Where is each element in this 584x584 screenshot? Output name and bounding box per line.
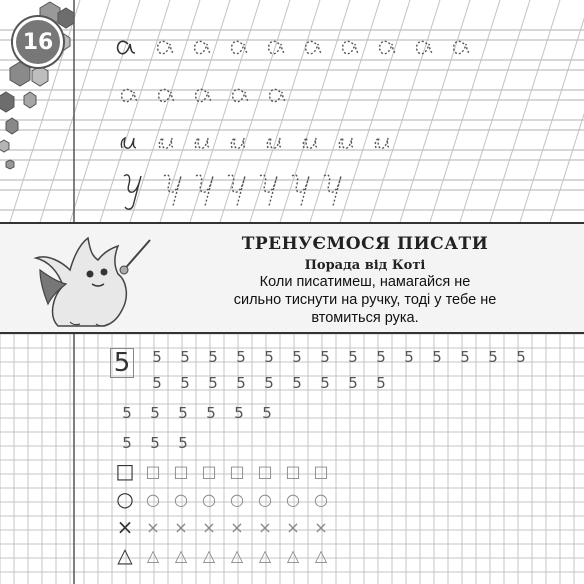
- digit-five: 5: [208, 348, 218, 366]
- digit-five: 5: [348, 374, 358, 392]
- shape-symbol: ×: [258, 517, 272, 537]
- handwriting-practice-grid: [0, 0, 584, 222]
- digit-five: 5: [122, 404, 132, 422]
- digit-five: 5: [488, 348, 498, 366]
- digit-five: 5: [150, 434, 160, 452]
- digit-five: 5: [178, 404, 188, 422]
- digit-five: 5: [122, 434, 132, 452]
- cursive-letter-a-row-1: [118, 41, 135, 53]
- shape-symbol: △: [174, 545, 188, 565]
- digit-five: 5: [208, 374, 218, 392]
- digit-five: 5: [320, 348, 330, 366]
- shape-symbol: ×: [116, 515, 134, 539]
- digit-five: 5: [236, 348, 246, 366]
- digit-five: 5: [404, 348, 414, 366]
- tip-text-line: Коли писатимеш, намагайся не: [259, 274, 471, 290]
- shape-symbol: ×: [202, 517, 216, 537]
- tip-text-line: втомиться рука.: [311, 310, 419, 326]
- digit-five: 5: [292, 374, 302, 392]
- digit-five: 5: [180, 348, 190, 366]
- cat-mascot-illustration: [18, 226, 168, 330]
- digit-five-sample: 5: [110, 348, 134, 378]
- shape-symbol: □: [229, 461, 245, 481]
- digit-five: 5: [236, 374, 246, 392]
- digit-five: 5: [348, 348, 358, 366]
- digit-five: 5: [180, 374, 190, 392]
- shape-symbol: □: [145, 461, 161, 481]
- shape-symbol: ○: [146, 489, 160, 509]
- digit-five: 5: [150, 404, 160, 422]
- shape-symbol: ○: [230, 489, 244, 509]
- shape-symbol: ×: [314, 517, 328, 537]
- digit-five: 5: [152, 348, 162, 366]
- shape-symbol: △: [230, 545, 244, 565]
- shape-symbol: □: [201, 461, 217, 481]
- cursive-letter-u-row: [121, 138, 390, 148]
- tip-text: [205, 273, 525, 327]
- shape-symbol: ×: [146, 517, 160, 537]
- shape-symbol: ×: [286, 517, 300, 537]
- shape-symbol: ×: [174, 517, 188, 537]
- shape-symbol: ○: [258, 489, 272, 509]
- digit-five: 5: [376, 374, 386, 392]
- shape-symbol: □: [115, 459, 135, 483]
- digit-five: 5: [206, 404, 216, 422]
- shape-symbol: ○: [314, 489, 328, 509]
- digit-five: 5: [178, 434, 188, 452]
- digit-five: 5: [234, 404, 244, 422]
- shape-symbol: □: [257, 461, 273, 481]
- digit-five: 5: [460, 348, 470, 366]
- shape-symbol: △: [258, 545, 272, 565]
- digit-five: 5: [516, 348, 526, 366]
- tip-text-line: сильно тиснути на ручку, тоді у тебе не: [233, 292, 497, 308]
- shape-symbol: △: [146, 545, 160, 565]
- page-number-badge: [13, 17, 63, 67]
- shape-symbol: △: [314, 545, 328, 565]
- shape-symbol: ○: [174, 489, 188, 509]
- shape-symbol: ×: [230, 517, 244, 537]
- shape-symbol: □: [285, 461, 301, 481]
- tip-title: ТРЕНУЄМОСЯ ПИСАТИ: [241, 234, 489, 254]
- tip-subtitle: Порада від Коті: [304, 258, 426, 273]
- digit-five: 5: [264, 374, 274, 392]
- digit-five: 5: [152, 374, 162, 392]
- digit-five: 5: [320, 374, 330, 392]
- shape-symbol: □: [313, 461, 329, 481]
- shape-symbol: ○: [116, 487, 134, 511]
- shape-symbol: ○: [286, 489, 300, 509]
- digit-five: 5: [264, 348, 274, 366]
- shape-symbol: △: [117, 543, 133, 567]
- shape-symbol: △: [286, 545, 300, 565]
- digit-five: 5: [376, 348, 386, 366]
- digit-five: 5: [262, 404, 272, 422]
- shape-symbol: □: [173, 461, 189, 481]
- digit-five: 5: [292, 348, 302, 366]
- page-number: 16: [22, 29, 54, 55]
- shape-symbol: △: [202, 545, 216, 565]
- shape-symbol: ○: [202, 489, 216, 509]
- digit-five: 5: [432, 348, 442, 366]
